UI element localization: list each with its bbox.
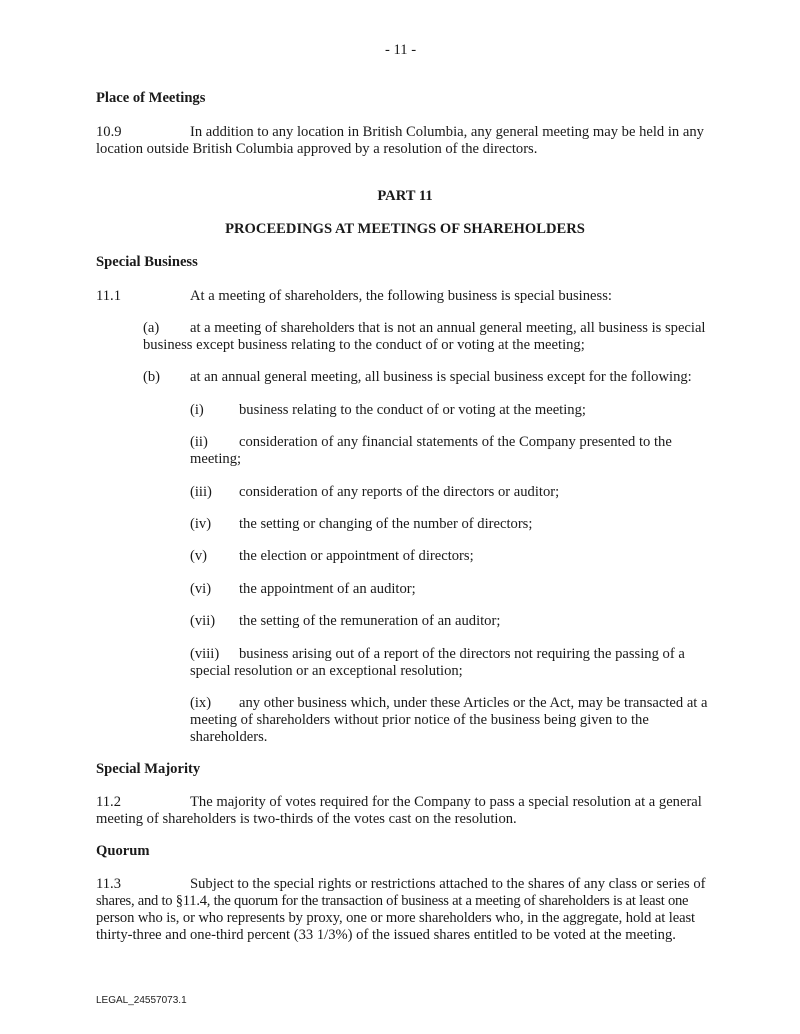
part-subtitle: PROCEEDINGS AT MEETINGS OF SHAREHOLDERS — [225, 221, 585, 237]
paragraph-11-2-line: meeting of shareholders is two-thirds of the votes cast on the resolution. — [96, 811, 517, 827]
list-item-text: the appointment of an auditor; — [239, 581, 416, 597]
list-item-label: (iii) — [190, 484, 212, 500]
section-number-11-1: 11.1 — [96, 288, 121, 304]
section-heading-quorum: Quorum — [96, 843, 150, 859]
section-number-10-9: 10.9 — [96, 124, 122, 140]
list-item-text: business relating to the conduct of or voting at the meeting; — [239, 402, 586, 418]
list-item-label: (v) — [190, 548, 208, 564]
clause-a-line: at a meeting of shareholders that is not an annual general meeting, all business is special — [190, 320, 706, 336]
list-item-text: shareholders. — [190, 729, 268, 745]
section-number-11-3: 11.3 — [96, 876, 121, 892]
paragraph-10-9-line: location outside British Columbia approved by a resolution of the directors. — [96, 141, 538, 157]
list-item-text: the setting or changing of the number of directors; — [239, 516, 533, 532]
list-item-text: meeting of shareholders without prior notice of the business being given to the — [190, 712, 649, 728]
list-item-text: consideration of any financial statements of the Company presented to the — [239, 434, 672, 450]
clause-b-text: at an annual general meeting, all business is special business except for the following: — [190, 369, 692, 385]
list-item-label: (ii) — [190, 434, 208, 450]
paragraph-11-3-line: Subject to the special rights or restrictions attached to the shares of any class or series of — [190, 876, 706, 892]
paragraph-11-3-line: person who is, or who represents by proxy, one or more shareholders who, in the aggregate, hold at least — [96, 910, 695, 926]
paragraph-11-3-line: shares, and to §11.4, the quorum for the transaction of business at a meeting of shareholders is at least one — [96, 893, 689, 909]
paragraph-11-1-text: At a meeting of shareholders, the following business is special business: — [190, 288, 612, 304]
section-heading-place-of-meetings: Place of Meetings — [96, 90, 206, 106]
list-item-text: any other business which, under these Articles or the Act, may be transacted at a — [239, 695, 708, 711]
list-item-label: (i) — [190, 402, 204, 418]
list-item-label: (iv) — [190, 516, 212, 532]
list-item-text: the setting of the remuneration of an auditor; — [239, 613, 501, 629]
list-item-label: (vii) — [190, 613, 216, 629]
paragraph-10-9-line: In addition to any location in British Columbia, any general meeting may be held in any — [190, 124, 704, 140]
list-item-text: meeting; — [190, 451, 242, 467]
list-item-text: the election or appointment of directors; — [239, 548, 474, 564]
paragraph-11-2-line: The majority of votes required for the Company to pass a special resolution at a general — [190, 794, 702, 810]
page-number: - 11 - — [385, 42, 417, 58]
list-item-text: consideration of any reports of the directors or auditor; — [239, 484, 560, 500]
list-item-label: (ix) — [190, 695, 212, 711]
section-heading-special-majority: Special Majority — [96, 761, 201, 777]
clause-label-b: (b) — [143, 369, 161, 385]
list-item-text: special resolution or an exceptional resolution; — [190, 663, 463, 679]
document-footer-id: LEGAL_24557073.1 — [96, 995, 187, 1006]
part-title: PART 11 — [377, 188, 433, 204]
section-heading-special-business: Special Business — [96, 254, 198, 270]
clause-a-line: business except business relating to the conduct of or voting at the meeting; — [143, 337, 585, 353]
list-item-label: (vi) — [190, 581, 212, 597]
section-number-11-2: 11.2 — [96, 794, 121, 810]
clause-label-a: (a) — [143, 320, 160, 336]
list-item-label: (viii) — [190, 646, 220, 662]
list-item-text: business arising out of a report of the directors not requiring the passing of a — [239, 646, 685, 662]
paragraph-11-3-line: thirty-three and one-third percent (33 1/3%) of the issued shares entitled to be voted at the meeting. — [96, 927, 676, 943]
